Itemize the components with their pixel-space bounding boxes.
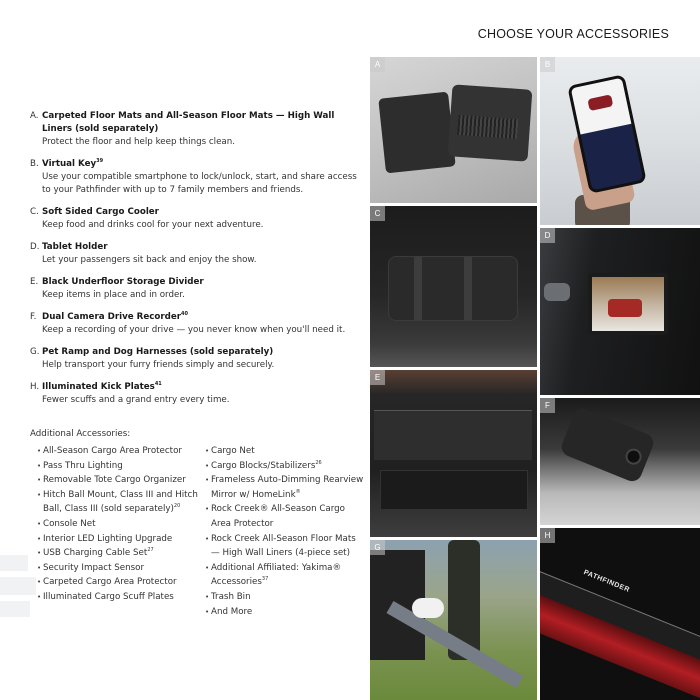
list-item: • Rock Creek® All-Season Cargo Area Protector [205,502,365,531]
kick-plate-logo: PATHFINDER [582,569,631,594]
tile-label: G [370,540,385,555]
feature-name: Virtual Key$^{39}$ [42,158,104,169]
list-item: • Removable Tote Cargo Organizer [37,473,202,488]
feature-list [30,110,360,416]
list-item: • Illuminated Cargo Scuff Plates [37,590,202,605]
list-item: • All-Season Cargo Area Protector [37,444,202,459]
feature-item-h [30,381,360,407]
list-item: • Hitch Ball Mount, Class III and Hitch Ball, Class III (sold separately)$^{20}$ [37,488,202,517]
photo-storage-divider [370,370,537,537]
tile-label: C [370,206,385,221]
tile-label: A [370,57,385,72]
footnote-ref: 40 [181,311,189,318]
feature-item-b [30,158,360,197]
feature-name: Black Underfloor Storage Divider [42,277,204,287]
list-item: • And More [205,605,365,620]
photo-kick-plates [540,528,700,700]
tile-label: F [540,398,555,413]
photo-cargo-cooler [370,206,537,367]
tile-label: D [540,228,555,243]
feature-item-c [30,206,360,232]
page-title: CHOOSE YOUR ACCESSORIES [477,27,669,41]
dog-icon [412,598,444,618]
tile-label: E [370,370,385,385]
camera-icon [559,406,657,484]
list-item: • Rock Creek All-Season Floor Mats — High Wall Liners (4-piece set) [205,532,365,561]
feature-letter: G. [30,347,40,357]
feature-letter: B. [30,159,39,169]
list-item: • Carpeted Cargo Area Protector [37,575,202,590]
list-item: • USB Charging Cable Set$^{27}$ [37,546,202,561]
list-item: • Trash Bin [205,590,365,605]
feature-description: Use your compatible smartphone to lock/unlock, start, and share access to your Pathfinder with up to 7 family members and friends. [42,172,357,195]
feature-description: Keep a recording of your drive — you never know when you'll need it. [42,325,346,335]
feature-name: Tablet Holder [42,242,108,252]
additional-column-2 [205,444,365,619]
side-mirror-image [544,283,570,301]
list-item: • Console Net [37,517,202,532]
feature-letter: C. [30,207,39,217]
additional-heading: Additional Accessories: [30,429,131,439]
feature-name: Dual Camera Drive Recorder$^{40}$ [42,311,189,322]
feature-item-d [30,241,360,267]
additional-accessories [30,428,370,619]
list-item: • Cargo Blocks/Stabilizers$^{26}$ [205,459,365,474]
tablet-icon [588,273,668,335]
list-item: • Pass Thru Lighting [37,459,202,474]
list-item: • Frameless Auto-Dimming Rearview Mirror w/ HomeLink® [205,473,365,502]
photo-tablet-holder [540,228,700,395]
photo-virtual-key [540,57,700,225]
feature-letter: H. [30,382,40,392]
underfloor-bin-image [380,470,528,510]
feature-letter: D. [30,242,40,252]
floor-liner-image [448,84,533,161]
feature-item-a [30,110,360,149]
feature-name: Carpeted Floor Mats and All-Season Floor Mats — High Wall Liners (sold separately) [42,111,335,134]
feature-letter: A. [30,111,39,121]
list-item: • Interior LED Lighting Upgrade [37,532,202,547]
tile-label: B [540,57,555,72]
photo-drive-recorder [540,398,700,525]
list-item: • Security Impact Sensor [37,561,202,576]
feature-item-e [30,276,360,302]
feature-description: Fewer scuffs and a grand entry every time. [42,395,230,405]
additional-column-1 [37,444,202,619]
cooler-image [388,256,518,321]
feature-letter: F. [30,312,37,322]
cargo-lid-image [374,410,532,460]
feature-description: Let your passengers sit back and enjoy the show. [42,255,257,265]
list-item: • Additional Affiliated: Yakima® Accessories$^{37}$ [205,561,365,590]
footnote-ref: 39 [96,158,104,165]
feature-description: Keep items in place and in order. [42,290,185,300]
photo-pet-ramp [370,540,537,700]
feature-name: Pet Ramp and Dog Harnesses (sold separately) [42,347,274,357]
tile-label: H [540,528,555,543]
feature-name: Illuminated Kick Plates$^{41}$ [42,381,162,392]
feature-description: Help transport your furry friends simply and securely. [42,360,275,370]
feature-name: Soft Sided Cargo Cooler [42,207,159,217]
feature-description: Keep food and drinks cool for your next adventure. [42,220,264,230]
photo-floor-mats [370,57,537,203]
feature-description: Protect the floor and help keep things clean. [42,137,236,147]
feature-item-f [30,311,360,337]
floor-mat-image [378,92,455,174]
list-item: • Cargo Net [205,444,365,459]
footnote-ref: 41 [154,381,162,388]
feature-letter: E. [30,277,39,287]
feature-item-g [30,346,360,372]
